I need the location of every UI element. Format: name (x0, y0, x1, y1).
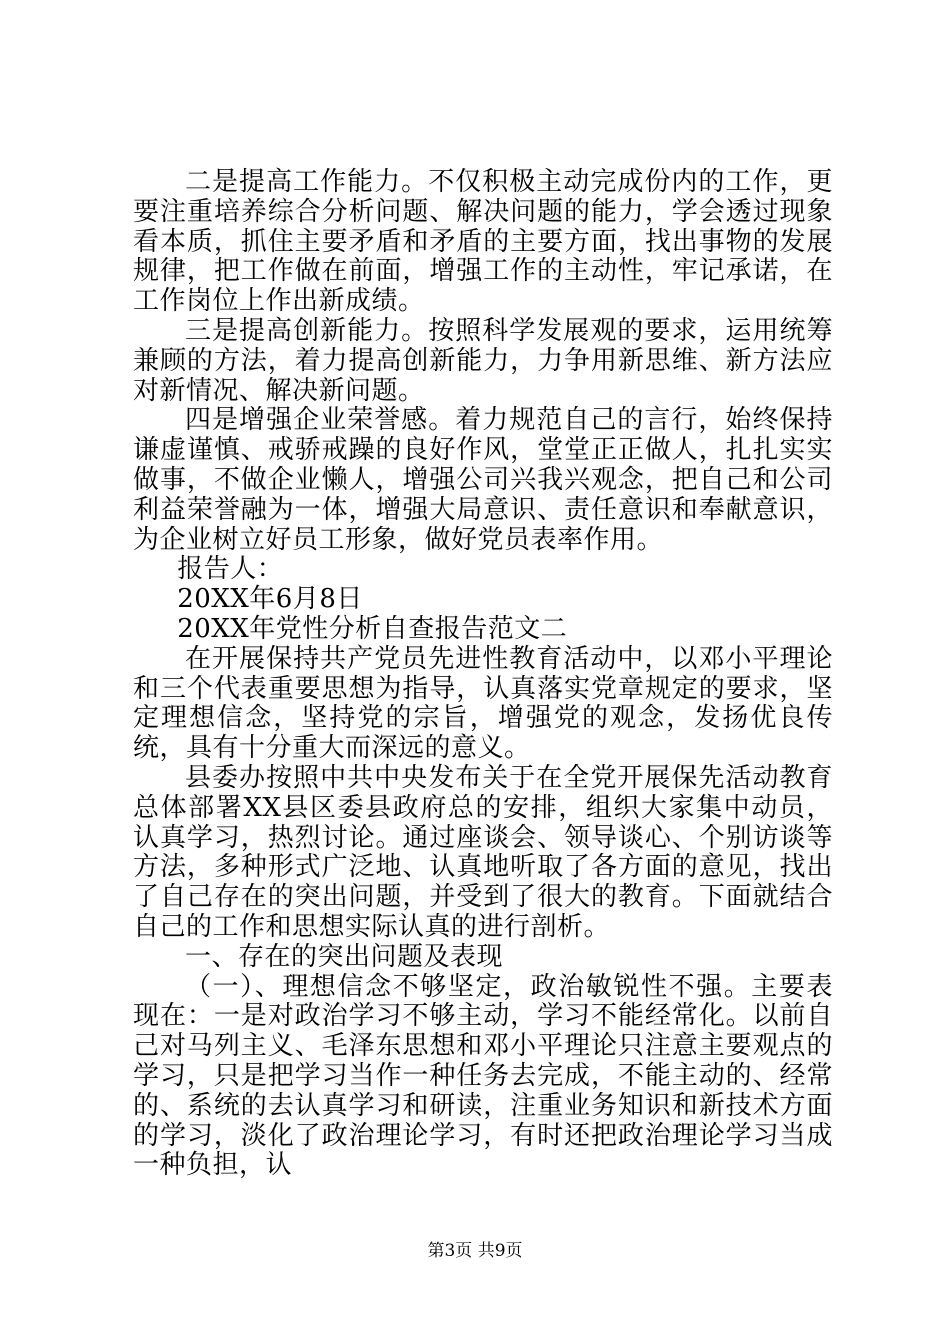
page-footer: 第3页 共9页 (427, 1241, 523, 1261)
paragraph-honor: 四是增强企业荣誉感。着力规范自己的言行，始终保持谦虚谨慎、戒骄戒躁的良好作风，堂堂正正做人，扎扎实实做事，不做企业懒人，增强公司兴我兴观念，把自己和公司利益荣誉融为一体，增强大局意识、责任意识和奉献意识，为企业树立好员工形象，做好党员表率作用。 (133, 405, 833, 555)
paragraph-innovation: 三是提高创新能力。按照科学发展观的要求，运用统筹兼顾的方法，着力提高创新能力，力争用新思维、新方法应对新情况、解决新问题。 (133, 315, 833, 406)
reporter-line: 报告人： (177, 554, 284, 585)
document-body (133, 168, 833, 1181)
paragraph-intro: 在开展保持共产党员先进性教育活动中，以邓小平理论和三个代表重要思想为指导，认真落实党章规定的要求，坚定理想信念，坚持党的宗旨，增强党的观念，发扬优良传统，具有十分重大而深远的意义。 (133, 643, 833, 764)
heading-problems: 一、存在的突出问题及表现 (185, 941, 504, 972)
paragraph-arrangement: 县委办按照中共中央发布关于在全党开展保先活动教育总体部署XX县区委县政府总的安排，组织大家集中动员，认真学习，热烈讨论。通过座谈会、领导谈心、个别访谈等方法，多种形式广泛地、认真地听取了各方面的意见，找出了自己存在的突出问题，并受到了很大的教育。下面就结合自己的工作和思想实际认真的进行剖析。 (133, 762, 833, 942)
section-title: 20XX年党性分析自查报告范文二 (177, 613, 568, 644)
paragraph-work-ability: 二是提高工作能力。不仅积极主动完成份内的工作，更要注重培养综合分析问题、解决问题的能力，学会透过现象看本质，抓住主要矛盾和矛盾的主要方面，找出事物的发展规律，把工作做在前面，增强工作的主动性，牢记承诺，在工作岗位上作出新成绩。 (133, 167, 833, 317)
date-line: 20XX年6月8日 (177, 584, 363, 615)
paragraph-ideals: （一）、理想信念不够坚定，政治敏锐性不强。主要表现在：一是对政治学习不够主动，学习不能经常化。以前自己对马列主义、毛泽东思想和邓小平理论只注意主要观点的学习，只是把学习当作一种任务去完成，不能主动的、经常的、系统的去认真学习和研读，注重业务知识和新技术方面的学习，淡化了政治理论学习，有时还把政治理论学习当成一种负担，认 (133, 971, 833, 1181)
